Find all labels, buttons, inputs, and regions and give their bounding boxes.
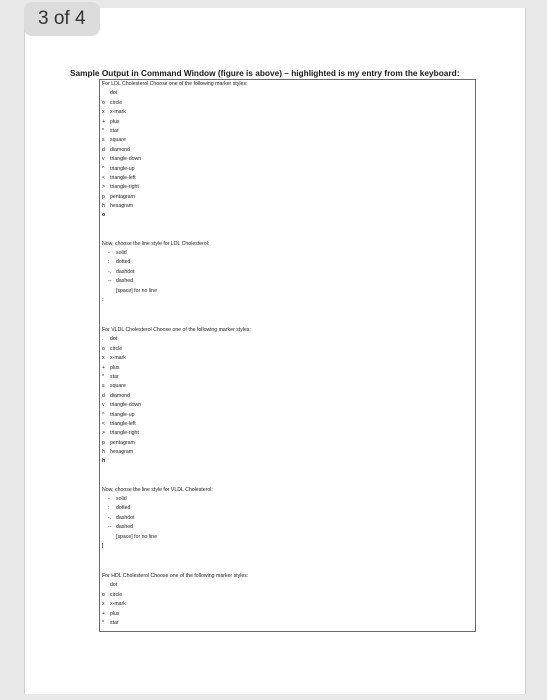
option-label: x-mark: [110, 109, 126, 116]
marker-option: [102, 146, 472, 155]
marker-prompt: For LDL Cholesterol Choose one of the following marker styles:: [102, 81, 248, 87]
option-label: pentagram: [110, 193, 135, 200]
option-label: triangle-right: [110, 184, 139, 191]
option-code: o: [102, 591, 105, 598]
spacer: [102, 467, 472, 476]
line-style-option: [102, 287, 472, 296]
line-style-option: [102, 268, 472, 277]
marker-option: [102, 401, 472, 410]
marker-option: [102, 591, 472, 600]
option-code: ^: [102, 165, 105, 172]
option-label: triangle-left: [110, 174, 136, 181]
option-label: [space] for no line: [116, 533, 157, 540]
option-label: triangle-up: [110, 165, 135, 172]
line-style-option: [102, 523, 472, 532]
option-code: <: [102, 174, 106, 181]
option-label: dotted: [116, 505, 131, 512]
option-label: triangle-right: [110, 430, 139, 437]
option-label: diamond: [110, 392, 130, 399]
option-code: x: [102, 601, 105, 608]
option-label: plus: [110, 364, 120, 371]
marker-prompt: For VLDL Cholesterol Choose one of the following marker styles:: [102, 327, 251, 333]
marker-option: [102, 335, 472, 344]
line-style-prompt: Now, choose the line style for VLDL Cholesterol:: [102, 486, 213, 493]
option-label: pentagram: [110, 439, 135, 446]
option-code: -: [108, 496, 110, 503]
line-style-entry: :: [102, 296, 104, 303]
option-code: o: [102, 99, 105, 106]
marker-option: [102, 382, 472, 391]
marker-option: [102, 183, 472, 192]
option-label: triangle-down: [110, 156, 142, 163]
page-indicator: 3 of 4: [24, 2, 100, 36]
spacer: [102, 221, 472, 230]
line-style-prompt: Now, choose the line style for LDL Cholesterol:: [102, 240, 210, 247]
option-code: -.: [108, 514, 112, 521]
option-label: dashed: [116, 524, 134, 531]
marker-option: [102, 600, 472, 609]
option-code: *: [102, 127, 105, 134]
option-code: h: [102, 449, 105, 456]
option-label: dashed: [116, 278, 134, 285]
spacer: [102, 476, 472, 485]
marker-option: [102, 610, 472, 619]
marker-option: [102, 619, 472, 628]
option-label: hexagram: [110, 449, 134, 456]
option-label: x-mark: [110, 601, 126, 608]
option-label: circle: [110, 99, 123, 106]
marker-option: [102, 420, 472, 429]
marker-option: [102, 99, 472, 108]
marker-entry: o: [102, 212, 106, 219]
option-label: triangle-left: [110, 420, 136, 427]
marker-option: [102, 411, 472, 420]
option-label: star: [110, 373, 119, 380]
option-code: x: [102, 109, 105, 116]
marker-option: [102, 345, 472, 354]
option-code: *: [102, 373, 105, 380]
option-code: d: [102, 392, 105, 399]
option-label: [space] for no line: [116, 287, 157, 294]
marker-option: [102, 202, 472, 211]
option-label: dashdot: [116, 514, 135, 521]
document-heading: Sample Output in Command Window (figure is above) – highlighted is my entry from the keyboard:: [70, 68, 460, 78]
option-code: -: [108, 250, 110, 257]
marker-option: [102, 364, 472, 373]
marker-prompt: For HDL Cholesterol Choose one of the following marker styles:: [102, 573, 249, 579]
option-code: +: [102, 118, 106, 125]
marker-option: [102, 108, 472, 117]
option-label: circle: [110, 345, 123, 352]
command-window-output: [99, 79, 476, 632]
option-code: -.: [108, 268, 112, 275]
vldl-section: [102, 326, 472, 551]
marker-option: [102, 155, 472, 164]
marker-option: [102, 354, 472, 363]
option-label: star: [110, 127, 119, 134]
option-code: p: [102, 193, 105, 200]
option-label: x-mark: [110, 355, 126, 362]
marker-option: [102, 373, 472, 382]
option-label: solid: [116, 250, 127, 257]
option-label: dashdot: [116, 268, 135, 275]
marker-option: [102, 581, 472, 590]
option-code: <: [102, 420, 106, 427]
option-label: plus: [110, 118, 120, 125]
option-label: diamond: [110, 146, 130, 153]
hdl-section: [102, 572, 472, 628]
line-style-option: [102, 277, 472, 286]
line-style-option: [102, 495, 472, 504]
marker-option: [102, 136, 472, 145]
option-code: x: [102, 355, 105, 362]
option-code: +: [102, 364, 106, 371]
option-code: .: [102, 336, 104, 343]
option-label: dot: [110, 90, 118, 97]
ldl-section: [102, 80, 472, 305]
option-code: --: [108, 524, 112, 531]
option-code: *: [102, 619, 105, 626]
option-label: square: [110, 137, 126, 144]
option-code: h: [102, 203, 105, 210]
option-label: triangle-down: [110, 402, 142, 409]
option-code: s: [102, 383, 105, 390]
option-label: star: [110, 619, 119, 626]
option-label: square: [110, 383, 126, 390]
option-label: dotted: [116, 259, 131, 266]
option-code: o: [102, 345, 105, 352]
marker-option: [102, 89, 472, 98]
marker-option: [102, 392, 472, 401]
option-code: d: [102, 146, 105, 153]
option-code: >: [102, 184, 106, 191]
option-label: plus: [110, 610, 120, 617]
marker-option: [102, 174, 472, 183]
line-style-option: [102, 249, 472, 258]
option-code: :: [108, 505, 110, 512]
option-code: >: [102, 430, 106, 437]
line-style-option: [102, 514, 472, 523]
marker-option: [102, 429, 472, 438]
marker-entry: h: [102, 458, 106, 465]
marker-option: [102, 439, 472, 448]
option-label: dot: [110, 336, 118, 343]
line-style-entry: |: [102, 542, 104, 549]
option-label: dot: [110, 582, 118, 589]
option-label: hexagram: [110, 203, 134, 210]
option-label: triangle-up: [110, 411, 135, 418]
option-code: --: [108, 278, 112, 285]
line-style-option: [102, 504, 472, 513]
spacer: [102, 230, 472, 239]
option-code: +: [102, 610, 106, 617]
marker-option: [102, 193, 472, 202]
option-label: circle: [110, 591, 123, 598]
option-label: solid: [116, 496, 127, 503]
option-code: v: [102, 156, 105, 163]
marker-option: [102, 118, 472, 127]
option-code: ^: [102, 411, 105, 418]
marker-option: [102, 448, 472, 457]
marker-option: [102, 165, 472, 174]
option-code: s: [102, 137, 105, 144]
line-style-option: [102, 258, 472, 267]
option-code: v: [102, 402, 105, 409]
option-code: p: [102, 439, 105, 446]
option-code: :: [108, 259, 110, 266]
line-style-option: [102, 533, 472, 542]
marker-option: [102, 127, 472, 136]
